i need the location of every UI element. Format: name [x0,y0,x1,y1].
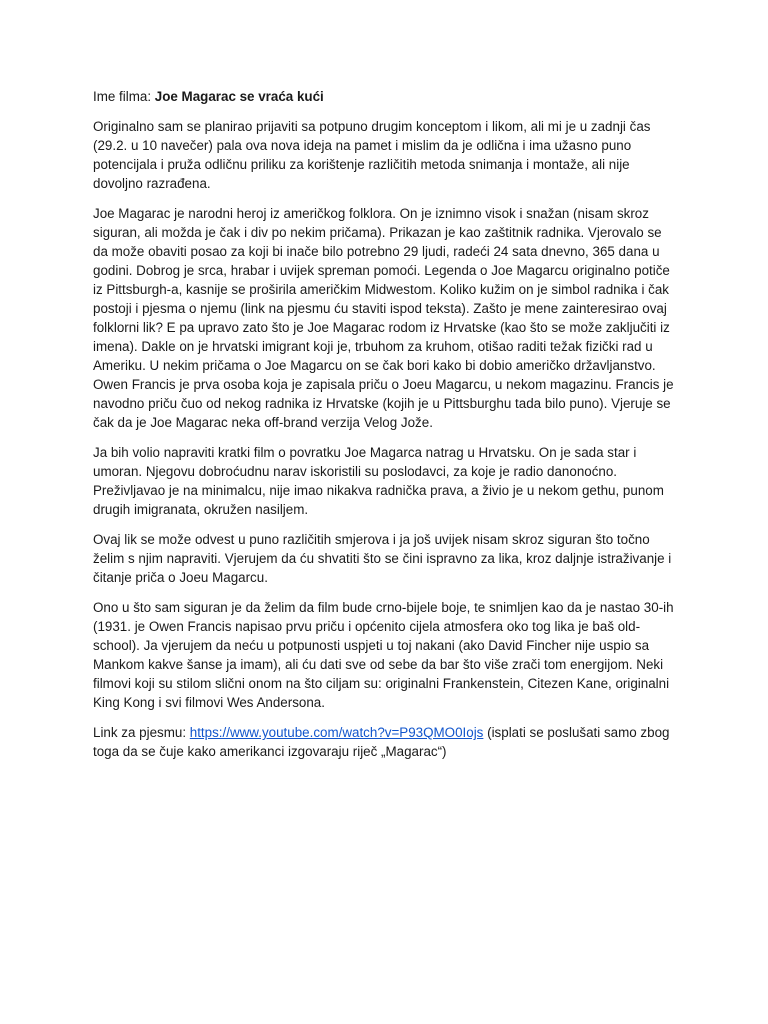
paragraph-intro: Originalno sam se planirao prijaviti sa potpuno drugim konceptom i likom, ali mi je u zadnji čas (29.2. u 10 navečer) pala ova nova ideja na pamet i mislim da je odlična i ima užasno puno potencijala i pruža odličnu priliku za korištenje različitih metoda snimanja i montaže, ali nije dovoljno razrađena. [93,119,651,191]
film-title-line [93,87,677,106]
paragraph-concept: Ja bih volio napraviti kratki film o povratku Joe Magarca natrag u Hrvatsku. On je sada star i umoran. Njegovu dobroćudnu narav iskoristili su poslodavci, za koje je radio danonoćno. Preživljavao je na minimalcu, nije imao nikakva radnička prava, a živio je u nekom gethu, punom drugih imigranata, okružen nasiljem. [93,445,664,517]
paragraph-legend: Joe Magarac je narodni heroj iz američkog folklora. On je iznimno visok i snažan (nisam skroz siguran, ali možda je čak i div po nekim pričama). Prikazan je kao zaštitnik radnika. Vjerovalo se da može obaviti posao za koji bi inače bilo potrebno 29 ljudi, radeći 24 sata dnevno, 365 dana u godini. Dobrog je srca, hrabar i uvijek spreman pomoći. Legenda o Joe Magarcu originalno potiče iz Pittsburgh-a, kasnije se proširila američkim Midwestom. Koliko kužim on je simbol radnika i čak postoji i pjesma o njemu (link na pjesmu ću staviti ispod teksta). Zašto je mene zainteresirao ovaj folklorni lik? E pa upravo zato što je Joe Magarac rodom iz Hrvatske (kao što se može zaključiti iz imena). Dakle on je hrvatski imigrant koji je, trbuhom za kruhom, otišao raditi težak fizički rad u Ameriku. U nekim pričama o Joe Magarcu on se čak bori kako bi dobio američko državljanstvo. Owen Francis je prva osoba koja je zapisala priču o Joeu Magarcu, u nekom magazinu. Francis je navodno priču čuo od nekog radnika iz Hrvatske (kojih je u Pittsburghu tada bilo puno). Vjeruje se čak da je Joe Magarac neka off-brand verzija Velog Jože. [93,206,674,430]
song-link-line [93,723,677,761]
song-link[interactable]: https://www.youtube.com/watch?v=P93QMO0Iojs [189,725,484,740]
document-body [93,87,677,772]
paragraph-direction: Ovaj lik se može odvest u puno različitih smjerova i ja još uvijek nisam skroz siguran što točno želim s njim napraviti. Vjerujem da ću shvatiti što se čini ispravno za lika, kroz daljnje istraživanje i čitanje priča o Joeu Magarcu. [93,532,672,585]
paragraph-style: Ono u što sam siguran je da želim da film bude crno-bijele boje, te snimljen kao da je nastao 30-ih (1931. je Owen Francis napisao prvu priču i općenito cijela atmosfera oko tog lika je baš old-school). Ja vjerujem da neću u potpunosti uspjeti u toj nakani (ako David Fincher nije uspio sa Mankom kakve šanse ja imam), ali ću dati sve od sebe da bar što više zrači tom energijom. Neki filmovi koji su stilom slični onom na što ciljam su: originalni Frankenstein, Citezen Kane, originalni King Kong i svi filmovi Wes Andersona. [93,600,674,710]
song-link-suffix: (isplati se poslušati samo zbog toga da se čuje kako amerikanci izgovaraju riječ „Magarac“) [93,725,670,759]
film-title-label: Ime filma: [93,89,155,104]
song-link-prefix: Link za pjesmu: [93,725,190,740]
film-title-value: Joe Magarac se vraća kući [154,89,324,104]
